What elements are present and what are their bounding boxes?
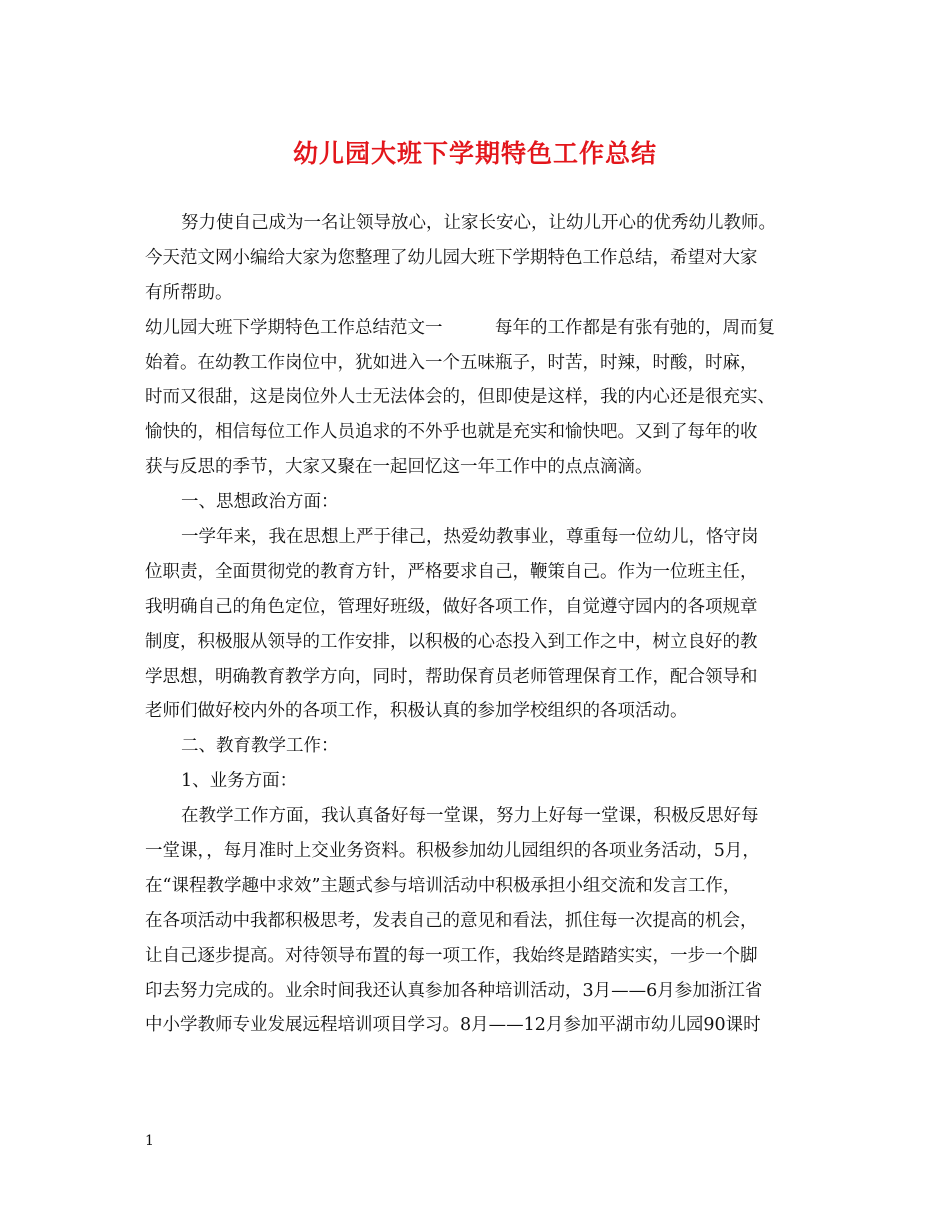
text-line: 一堂课，，每月准时上交业务资料。积极参加幼儿园组织的各项业务活动，5月， [145,841,760,862]
text-line: 一、思想政治方面： [181,492,339,513]
text-line: 一学年来，我在思想上严于律己，热爱幼教事业，尊重每一位幼儿，恪守岗 [181,527,759,548]
text-line: 幼儿园大班下学期特色工作总结范文一 每年的工作都是有张有弛的，周而复 [145,317,775,338]
text-line: 位职责，全面贯彻党的教育方针，严格要求自己，鞭策自己。作为一位班主任， [145,561,758,582]
text-line: 1、业务方面： [181,771,298,792]
text-line: 制度，积极服从领导的工作安排，以积极的心态投入到工作之中，树立良好的教 [145,631,758,652]
text-line: 让自己逐步提高。对待领导布置的每一项工作，我始终是踏踏实实，一步一个脚 [145,945,758,966]
text-line: 时而又很甜，这是岗位外人士无法体会的，但即使是这样，我的内心还是很充实、 [145,387,775,408]
text-line: 努力使自己成为一名让领导放心，让家长安心，让幼儿开心的优秀幼儿教师。 [181,213,776,233]
page-title: 幼儿园大班下学期特色工作总结 [292,139,657,168]
text-line: 在教学工作方面，我认真备好每一堂课，努力上好每一堂课，积极反思好每 [181,806,759,827]
text-line: 今天范文网小编给大家为您整理了幼儿园大班下学期特色工作总结，希望对大家 [145,247,758,268]
text-line: 获与反思的季节，大家又聚在一起回忆这一年工作中的点点滴滴。 [145,457,653,478]
text-line: 中小学教师专业发展远程培训项目学习。8月——12月参加平湖市幼儿园90课时 [145,1015,761,1036]
text-line: 始着。在幼教工作岗位中，犹如进入一个五味瓶子，时苦，时辣，时酸，时麻， [145,352,758,373]
text-line: 印去努力完成的。业余时间我还认真参加各种培训活动，3月——6月参加浙江省 [145,980,763,1001]
text-line: 有所帮助。 [145,282,233,303]
body-text [145,206,805,1043]
text-line: 在“课程教学趣中求效”主题式参与培训活动中积极承担小组交流和发言工作， [145,875,741,896]
text-line: 二、教育教学工作： [181,736,339,757]
text-line: 学思想，明确教育教学方向，同时，帮助保育员老师管理保育工作，配合领导和 [145,666,758,687]
page-number: 1 [145,1133,154,1149]
text-line: 老师们做好校内外的各项工作，积极认真的参加学校组织的各项活动。 [145,701,688,722]
text-line: 我明确自己的角色定位，管理好班级，做好各项工作，自觉遵守园内的各项规章 [145,596,758,617]
text-line: 愉快的，相信每位工作人员追求的不外乎也就是充实和愉快吧。又到了每年的收 [145,422,758,443]
text-line: 在各项活动中我都积极思考，发表自己的意见和看法，抓住每一次提高的机会， [145,910,758,931]
